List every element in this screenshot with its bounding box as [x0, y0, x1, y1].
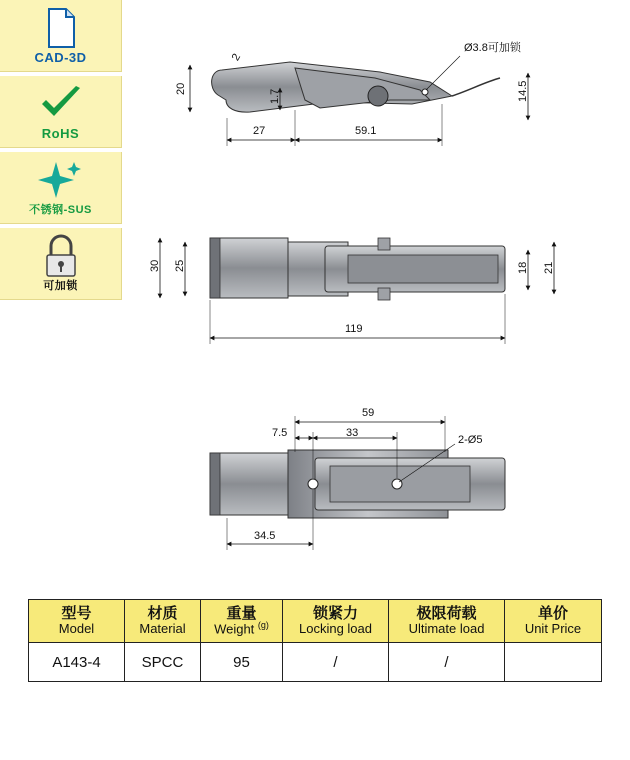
cell-weight: 95 — [201, 643, 283, 682]
bottom-view — [210, 407, 505, 550]
sparkle-icon — [36, 158, 86, 202]
badge-label: RoHS — [41, 126, 80, 141]
dim-side-height: 20 — [175, 82, 187, 95]
dim-side-27: 27 — [253, 125, 266, 137]
header-locking-load: 锁紧力 Locking load — [283, 600, 389, 643]
top-view — [149, 238, 555, 344]
dim-bottom-33: 33 — [346, 427, 359, 439]
header-material: 材质 Material — [125, 600, 201, 643]
side-view-tail — [452, 78, 500, 96]
dim-bottom-59: 59 — [362, 407, 375, 419]
pivot-rivet — [368, 86, 388, 106]
dim-top-21: 21 — [543, 261, 555, 274]
dim-side-thickness: 2 — [229, 51, 244, 63]
badge-label: 可加锁 — [43, 280, 78, 292]
badge-sus[interactable] — [0, 152, 122, 224]
dim-top-25: 25 — [174, 259, 186, 272]
table-row — [29, 643, 602, 682]
cell-material: SPCC — [125, 643, 201, 682]
dim-bottom-34-5: 34.5 — [254, 530, 276, 542]
dim-side-gap: 1.7 — [269, 88, 281, 104]
cell-unit-price — [505, 643, 602, 682]
mount-hole-right — [392, 479, 402, 489]
dim-top-119: 119 — [345, 323, 363, 335]
badge-label: 不锈钢-SUS — [29, 204, 92, 216]
cell-ultimate-load: / — [389, 643, 505, 682]
header-unit-price: 单价 Unit Price — [505, 600, 602, 643]
badge-lockable[interactable] — [0, 228, 122, 300]
lock-hole — [422, 89, 428, 95]
dim-side-14-5: 14.5 — [517, 80, 529, 102]
padlock-icon — [36, 234, 86, 278]
technical-drawing — [130, 0, 630, 580]
spec-table — [28, 599, 602, 682]
header-model: 型号 Model — [29, 600, 125, 643]
document-icon — [36, 6, 86, 50]
keeper-plate — [210, 238, 288, 298]
cell-locking-load: / — [283, 643, 389, 682]
badge-cad-3d[interactable] — [0, 0, 122, 72]
spec-header-row — [29, 600, 602, 643]
header-ultimate-load: 极限荷载 Ultimate load — [389, 600, 505, 643]
weight-unit: (g) — [257, 620, 269, 631]
dim-top-18: 18 — [517, 261, 529, 274]
cell-model: A143-4 — [29, 643, 125, 682]
badge-rohs[interactable] — [0, 76, 122, 148]
check-icon — [36, 82, 86, 126]
mount-hole-left — [308, 479, 318, 489]
dim-top-30: 30 — [149, 259, 161, 272]
dim-lock-hole: Ø3.8可加锁 — [464, 42, 521, 54]
side-view — [175, 40, 529, 146]
dim-side-59-1: 59.1 — [355, 125, 377, 137]
dim-bottom-7-5: 7.5 — [272, 427, 288, 439]
dim-bottom-holes: 2-Ø5 — [458, 434, 483, 446]
badge-label: CAD-3D — [34, 50, 87, 65]
header-weight: 重量 Weight $^{(g)}$ — [201, 600, 283, 643]
